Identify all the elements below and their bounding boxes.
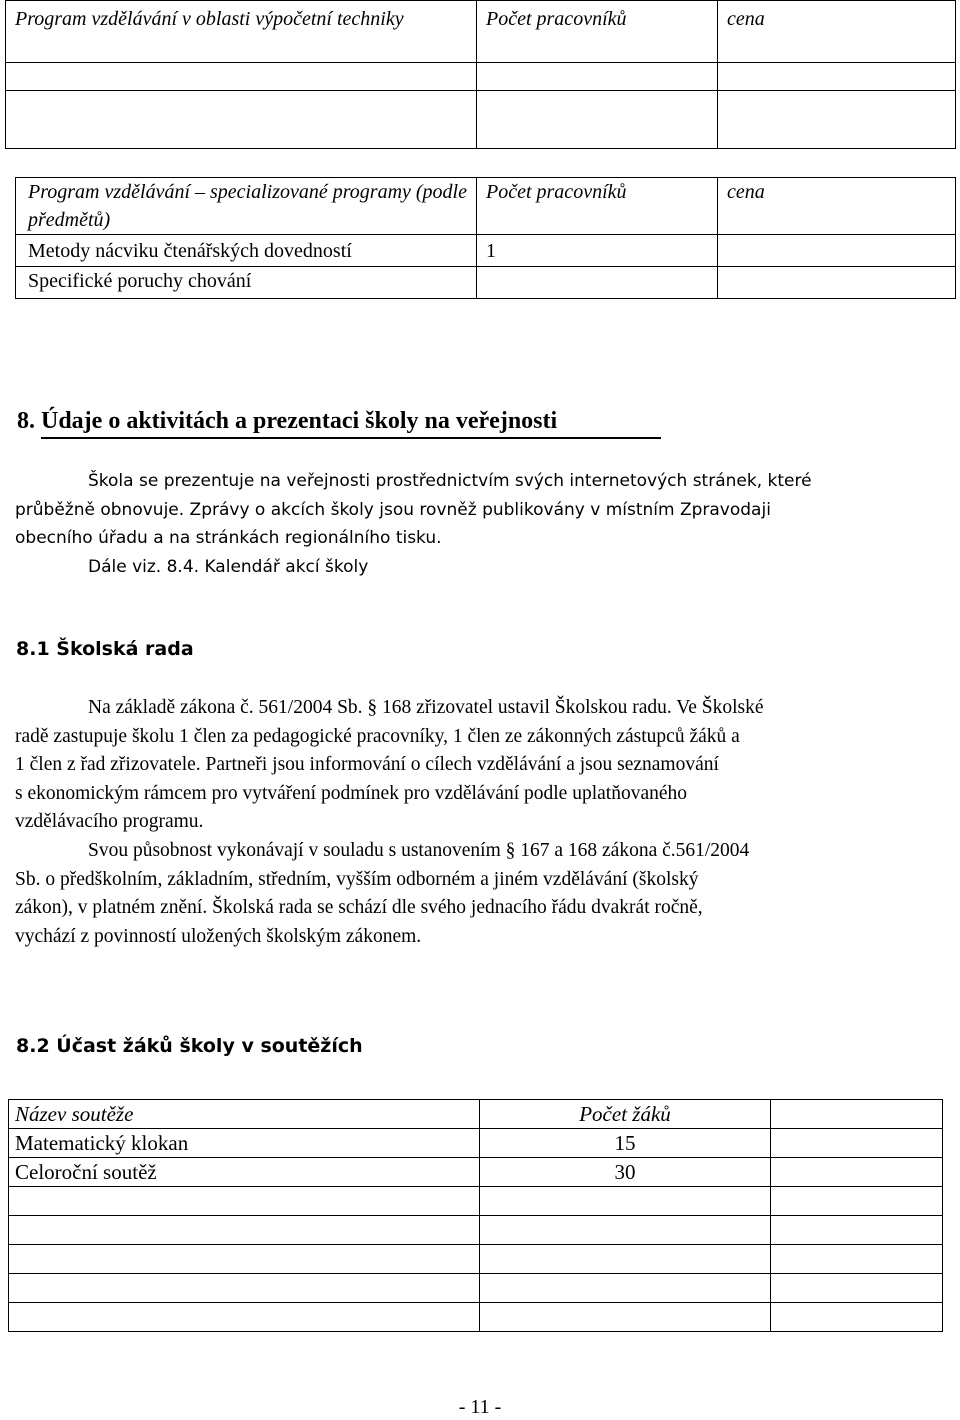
section-81-title: 8.1 Školská rada (16, 638, 194, 660)
section-8-paragraph (15, 467, 935, 581)
header-cell (477, 178, 718, 235)
program-name: Metody nácviku čtenářských dovedností (28, 240, 352, 262)
header-program: Program vzdělávání – specializované programy (podle předmětů) (28, 181, 467, 231)
program-count: 1 (486, 240, 496, 262)
section-82-title: 8.2 Účast žáků školy v soutěžích (16, 1035, 363, 1057)
paragraph-line: průběžně obnovuje. (15, 499, 185, 520)
header-competition: Název soutěže (15, 1102, 134, 1126)
competition-count: 15 (614, 1131, 636, 1155)
section-heading (17, 408, 557, 435)
program-name: Specifické poruchy chování (28, 270, 252, 292)
paragraph-line: 1 člen z řad zřizovatele. Partneři jsou informování o cílech vzdělávání a jsou seznamování (15, 754, 719, 776)
paragraph-line: Svou působnost vykonávají v souladu s ustanovením § 167 a 168 zákona č.561/2004 (88, 839, 750, 861)
header-price: cena (727, 181, 765, 203)
paragraph-line: Dále viz. 8.4. Kalendář akcí školy (88, 556, 369, 577)
section-81-paragraph (15, 694, 943, 951)
paragraph-line: s ekonomickým rámcem pro vytváření podmínek pro vzdělávání podle uplatňovaného (15, 782, 688, 804)
it-training-table (5, 0, 956, 149)
paragraph-line: vzdělávacího programu. (15, 811, 204, 833)
header-cell (477, 1, 718, 63)
paragraph-line: zákon), v platném znění. Školská rada se schází dle svého jednacího řádu dvakrát ročně, (15, 897, 703, 919)
table-row (6, 91, 956, 149)
header-cell (16, 178, 477, 235)
paragraph-line: radě zastupuje školu 1 člen za pedagogické pracovníky, 1 člen ze zákonných zástupců žáků a (15, 725, 740, 747)
table-row (16, 267, 956, 299)
table-row (9, 1216, 943, 1245)
paragraph-line: Na základě zákona č. 561/2004 Sb. § 168 zřizovatel ustavil Školskou radu. Ve Školské (88, 697, 764, 718)
competition-name: Celoroční soutěž (15, 1160, 157, 1184)
competitions-table (8, 1099, 943, 1332)
header-cell (9, 1100, 480, 1129)
table-row (9, 1187, 943, 1216)
header-price: cena (727, 8, 765, 30)
header-pupils: Počet žáků (579, 1102, 671, 1126)
table-row (9, 1129, 943, 1158)
header-count: Počet pracovníků (486, 181, 627, 203)
header-count: Počet pracovníků (486, 8, 627, 30)
competition-name: Matematický klokan (15, 1131, 189, 1155)
table-row (9, 1274, 943, 1303)
header-program: Program vzdělávání v oblasti výpočetní techniky (15, 8, 404, 30)
table-row (6, 63, 956, 91)
page-number: - 11 - (458, 1396, 502, 1418)
header-cell (6, 1, 477, 63)
competition-count: 30 (614, 1160, 636, 1184)
header-cell (718, 1, 956, 63)
heading-underline (41, 437, 661, 439)
paragraph-line: obecního úřadu a na stránkách regionálního tisku. (15, 528, 442, 549)
section-8-title: 8. Údaje o aktivitách a prezentaci školy na veřejnosti (17, 408, 558, 434)
paragraph-line: Škola se prezentuje na veřejnosti prostřednictvím svých internetových stránek, které (88, 471, 812, 491)
header-cell (771, 1100, 943, 1129)
table-row (9, 1303, 943, 1332)
table-row (9, 1245, 943, 1274)
paragraph-line: vychází z povinností uložených školským zákonem. (15, 925, 422, 947)
paragraph-line: Zprávy o akcích školy jsou rovněž publikovány v místním Zpravodaji (184, 499, 771, 520)
table-row (16, 235, 956, 267)
header-cell (718, 178, 956, 235)
header-cell (480, 1100, 771, 1129)
spec-training-table (15, 177, 956, 299)
table-row (9, 1158, 943, 1187)
paragraph-line: Sb. o předškolním, základním, středním, vyšším odborném a jiném vzdělávání (školský (15, 868, 699, 890)
